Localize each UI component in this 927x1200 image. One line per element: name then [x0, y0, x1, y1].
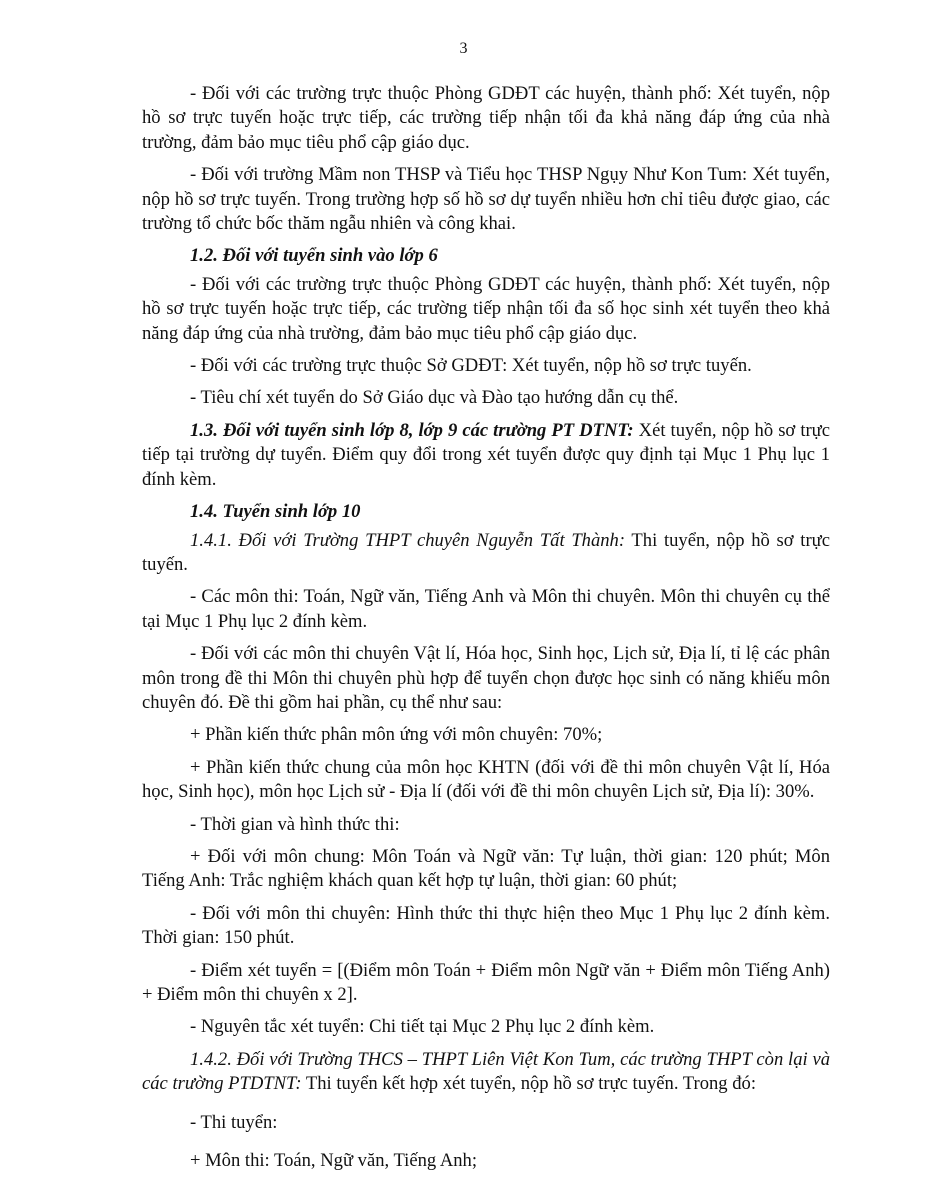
paragraph-grade-6-department: - Đối với các trường trực thuộc Sở GDĐT: Xét tuyển, nộp hồ sơ trực tuyến.	[190, 355, 752, 377]
paragraph-specialized-exam: - Đối với môn thi chuyên: Hình thức thi thực hiện theo Mục 1 Phụ lục 2 đính kèm. Thời gian: 150 phút.	[142, 902, 830, 949]
paragraph-admission-principle: - Nguyên tắc xét tuyển: Chi tiết tại Mục 2 Phụ lục 2 đính kèm.	[190, 1016, 655, 1038]
paragraph-specialized-subjects: - Đối với các môn thi chuyên Vật lí, Hóa học, Sinh học, Lịch sử, Địa lí, tỉ lệ các phân môn trong đề thi Môn thi chuyên phù hợp để tuyển chọn được học sinh có năng khiếu môn chuyên đó. Đề thi gồm hai phần, cụ thể như sau:	[142, 643, 830, 713]
heading-grade-8-9: 1.3. Đối với tuyển sinh lớp 8, lớp 9 các trường PT DTNT:	[190, 419, 634, 441]
page-number: 3	[459, 40, 468, 57]
heading-grade-6: 1.2. Đối với tuyển sinh vào lớp 6	[190, 245, 438, 267]
paragraph-time-format: - Thời gian và hình thức thi:	[190, 813, 400, 835]
paragraph-district-schools: - Đối với các trường trực thuộc Phòng GDĐT các huyện, thành phố: Xét tuyển, nộp hồ sơ trực tuyến hoặc trực tiếp, các trường tiếp nhận tối đa khả năng đáp ứng của nhà trường, đảm bảo mục tiêu phổ cập giáo dục.	[142, 83, 830, 153]
paragraph-part-specialized: + Phần kiến thức phân môn ứng với môn chuyên: 70%;	[190, 724, 603, 746]
heading-specialized-school: 1.4.1. Đối với Trường THPT chuyên Nguyễn Tất Thành:	[190, 529, 626, 551]
paragraph-admission-score: - Điểm xét tuyển = [(Điểm môn Toán + Điểm môn Ngữ văn + Điểm môn Tiếng Anh) + Điểm môn thi chuyên x 2].	[142, 959, 830, 1005]
paragraph-grade-6-criteria: - Tiêu chí xét tuyển do Sở Giáo dục và Đào tạo hướng dẫn cụ thể.	[190, 387, 679, 409]
paragraph-exam-subject-list: + Môn thi: Toán, Ngữ văn, Tiếng Anh;	[190, 1150, 478, 1172]
paragraph-entrance-exam: - Thi tuyển:	[190, 1111, 278, 1133]
heading-grade-10: 1.4. Tuyển sinh lớp 10	[190, 501, 361, 523]
document-body	[142, 82, 830, 1181]
text-other-schools: Thi tuyển kết hợp xét tuyển, nộp hồ sơ trực tuyến. Trong đó:	[301, 1073, 756, 1095]
paragraph-specialized-school	[142, 529, 830, 578]
heading-other-schools: 1.4.2. Đối với Trường THCS – THPT Liên Việt Kon Tum, các trường THPT còn lại và các trường PTDTNT:	[142, 1048, 830, 1095]
paragraph-grade-6-district: - Đối với các trường trực thuộc Phòng GDĐT các huyện, thành phố: Xét tuyển, nộp hồ sơ trực tuyến hoặc trực tiếp, các trường tiếp nhận tối đa số học sinh xét tuyển theo khả năng đáp ứng của nhà trường, đảm bảo mục tiêu phổ cập giáo dục.	[142, 273, 830, 344]
text-specialized-school: Thi tuyển, nộp hồ sơ trực tuyến.	[142, 529, 830, 575]
text-grade-8-9: Xét tuyển, nộp hồ sơ trực tiếp tại trường dự tuyển. Điểm quy đổi trong xét tuyển được quy định tại Mục 1 Phụ lục 1 đính kèm.	[142, 419, 831, 490]
paragraph-other-schools	[142, 1048, 830, 1097]
paragraph-exam-subjects: - Các môn thi: Toán, Ngữ văn, Tiếng Anh và Môn thi chuyên. Môn thi chuyên cụ thể tại Mục 1 Phụ lục 2 đính kèm.	[142, 586, 830, 632]
paragraph-grade-8-9	[142, 419, 830, 492]
paragraph-common-subjects: + Đối với môn chung: Môn Toán và Ngữ văn: Tự luận, thời gian: 120 phút; Môn Tiếng Anh: Trắc nghiệm khách quan kết hợp tự luận, thời gian: 60 phút;	[142, 845, 830, 892]
paragraph-practice-schools: - Đối với trường Mầm non THSP và Tiểu học THSP Ngụy Như Kon Tum: Xét tuyển, nộp hồ sơ trực tuyến. Trong trường hợp số hồ sơ dự tuyển nhiều hơn chỉ tiêu được giao, các trường tổ chức bốc thăm ngẫu nhiên và công khai.	[142, 164, 830, 235]
paragraph-part-general: + Phần kiến thức chung của môn học KHTN (đối với đề thi môn chuyên Vật lí, Hóa học, Sinh học), môn học Lịch sử - Địa lí (đối với đề thi môn chuyên Lịch sử, Địa lí): 30%.	[142, 756, 830, 803]
